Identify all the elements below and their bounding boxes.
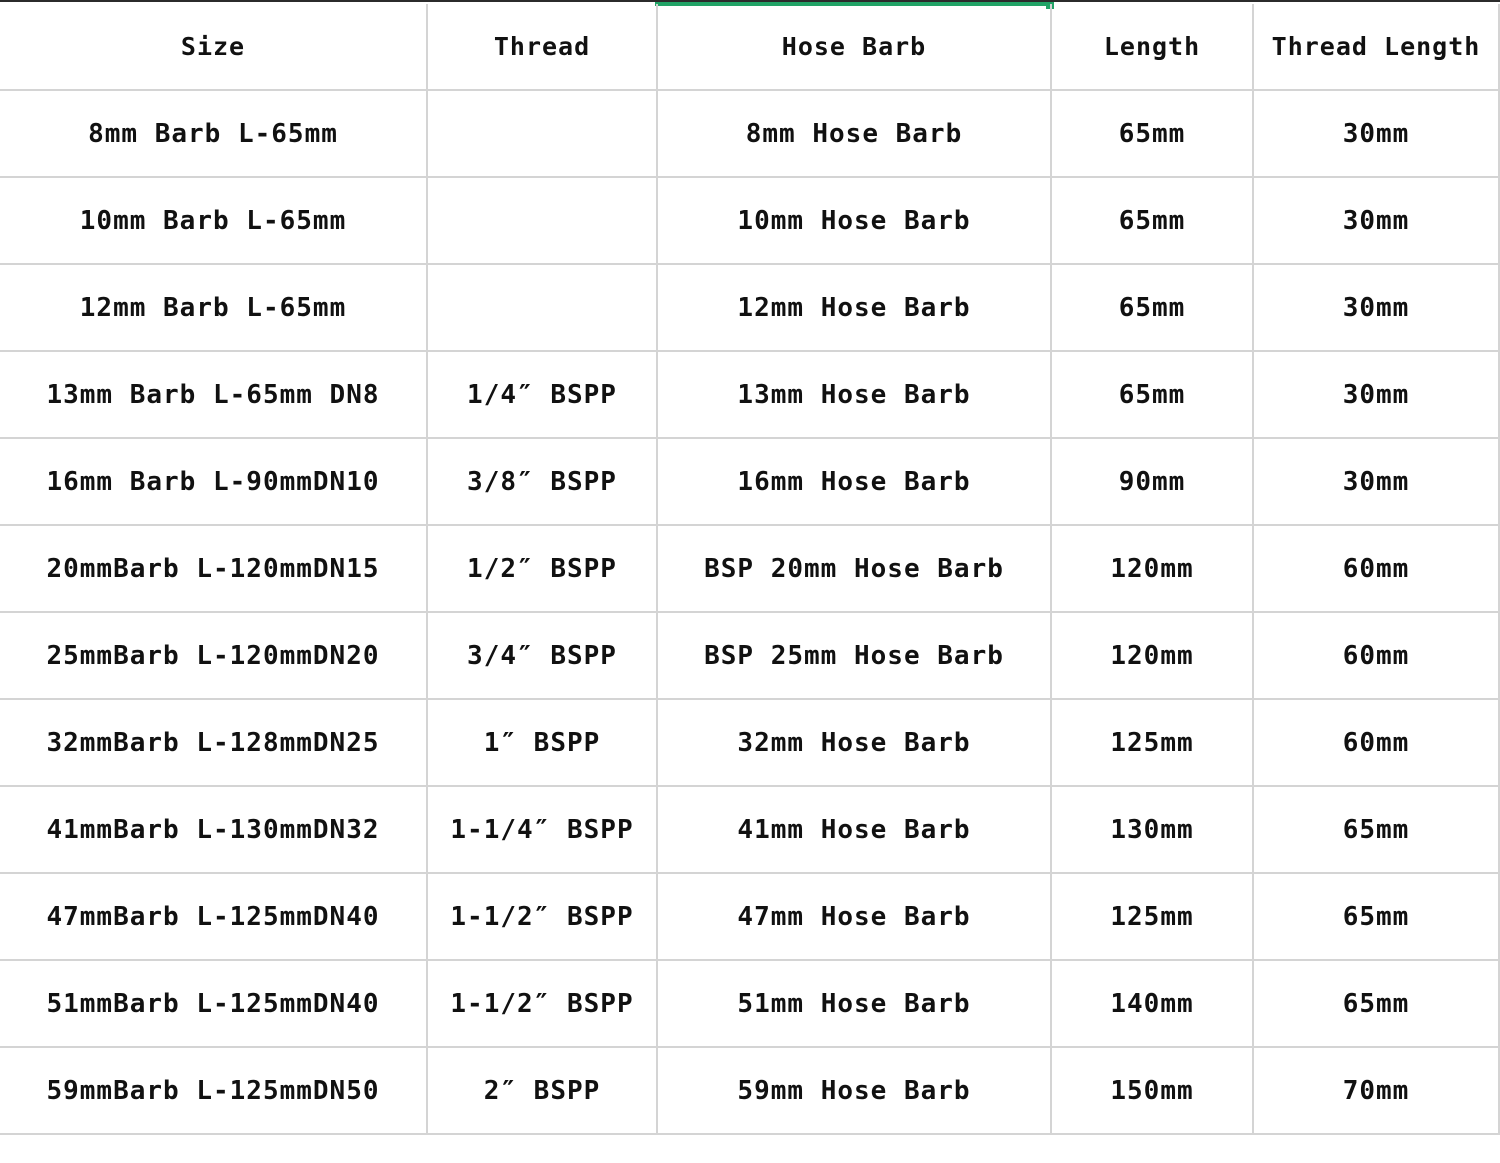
table-row (0, 90, 1499, 177)
cell-hose-barb[interactable]: 8mm Hose Barb (657, 90, 1051, 177)
cell-hose-barb[interactable]: BSP 25mm Hose Barb (657, 612, 1051, 699)
header-thread-length[interactable]: Thread Length (1253, 4, 1499, 90)
table-row (0, 786, 1499, 873)
cell-size[interactable]: 16mm Barb L-90mmDN10 (0, 438, 427, 525)
cell-length[interactable]: 125mm (1051, 699, 1253, 786)
table-row (0, 525, 1499, 612)
cell-thread[interactable]: 1″ BSPP (427, 699, 657, 786)
cell-length[interactable]: 65mm (1051, 177, 1253, 264)
cell-thread-length[interactable]: 65mm (1253, 960, 1499, 1047)
cell-hose-barb[interactable]: 51mm Hose Barb (657, 960, 1051, 1047)
cell-thread-length[interactable]: 65mm (1253, 873, 1499, 960)
cell-thread[interactable]: 3/8″ BSPP (427, 438, 657, 525)
cell-thread[interactable]: 2″ BSPP (427, 1047, 657, 1134)
header-thread[interactable]: Thread (427, 4, 657, 90)
cell-hose-barb[interactable]: 47mm Hose Barb (657, 873, 1051, 960)
cell-hose-barb[interactable]: BSP 20mm Hose Barb (657, 525, 1051, 612)
cell-thread[interactable]: 1-1/4″ BSPP (427, 786, 657, 873)
table-row (0, 177, 1499, 264)
cell-thread[interactable]: 1-1/2″ BSPP (427, 873, 657, 960)
table-row (0, 699, 1499, 786)
header-row (0, 4, 1499, 90)
cell-length[interactable]: 120mm (1051, 525, 1253, 612)
cell-thread-length[interactable]: 30mm (1253, 264, 1499, 351)
table-row (0, 1047, 1499, 1134)
table-row (0, 264, 1499, 351)
cell-length[interactable]: 65mm (1051, 90, 1253, 177)
cell-hose-barb[interactable]: 32mm Hose Barb (657, 699, 1051, 786)
cell-size[interactable]: 8mm Barb L-65mm (0, 90, 427, 177)
cell-thread-length[interactable]: 60mm (1253, 699, 1499, 786)
cell-size[interactable]: 20mmBarb L-120mmDN15 (0, 525, 427, 612)
cell-size[interactable]: 41mmBarb L-130mmDN32 (0, 786, 427, 873)
cell-thread[interactable] (427, 90, 657, 177)
table-row (0, 351, 1499, 438)
cell-length[interactable]: 125mm (1051, 873, 1253, 960)
cell-thread-length[interactable]: 60mm (1253, 612, 1499, 699)
cell-size[interactable]: 32mmBarb L-128mmDN25 (0, 699, 427, 786)
cell-size[interactable]: 10mm Barb L-65mm (0, 177, 427, 264)
table-row (0, 612, 1499, 699)
spec-table (0, 4, 1500, 1135)
cell-size[interactable]: 13mm Barb L-65mm DN8 (0, 351, 427, 438)
cell-thread[interactable]: 3/4″ BSPP (427, 612, 657, 699)
cell-length[interactable]: 65mm (1051, 351, 1253, 438)
cell-thread-length[interactable]: 60mm (1253, 525, 1499, 612)
header-hose-barb[interactable]: Hose Barb (657, 4, 1051, 90)
cell-thread-length[interactable]: 70mm (1253, 1047, 1499, 1134)
header-length[interactable]: Length (1051, 4, 1253, 90)
cell-hose-barb[interactable]: 12mm Hose Barb (657, 264, 1051, 351)
cell-thread-length[interactable]: 30mm (1253, 351, 1499, 438)
header-size[interactable]: Size (0, 4, 427, 90)
cell-length[interactable]: 120mm (1051, 612, 1253, 699)
cell-size[interactable]: 25mmBarb L-120mmDN20 (0, 612, 427, 699)
table-row (0, 873, 1499, 960)
cell-thread[interactable]: 1/2″ BSPP (427, 525, 657, 612)
cell-length[interactable]: 140mm (1051, 960, 1253, 1047)
cell-length[interactable]: 150mm (1051, 1047, 1253, 1134)
cell-thread-length[interactable]: 30mm (1253, 90, 1499, 177)
cell-size[interactable]: 12mm Barb L-65mm (0, 264, 427, 351)
cell-length[interactable]: 65mm (1051, 264, 1253, 351)
cell-thread[interactable] (427, 264, 657, 351)
cell-thread[interactable]: 1/4″ BSPP (427, 351, 657, 438)
table-row (0, 438, 1499, 525)
cell-hose-barb[interactable]: 16mm Hose Barb (657, 438, 1051, 525)
cell-hose-barb[interactable]: 10mm Hose Barb (657, 177, 1051, 264)
cell-size[interactable]: 59mmBarb L-125mmDN50 (0, 1047, 427, 1134)
cell-thread-length[interactable]: 30mm (1253, 438, 1499, 525)
cell-hose-barb[interactable]: 13mm Hose Barb (657, 351, 1051, 438)
cell-hose-barb[interactable]: 41mm Hose Barb (657, 786, 1051, 873)
cell-size[interactable]: 47mmBarb L-125mmDN40 (0, 873, 427, 960)
cell-length[interactable]: 90mm (1051, 438, 1253, 525)
cell-thread-length[interactable]: 65mm (1253, 786, 1499, 873)
table-row (0, 960, 1499, 1047)
cell-length[interactable]: 130mm (1051, 786, 1253, 873)
cell-hose-barb[interactable]: 59mm Hose Barb (657, 1047, 1051, 1134)
cell-thread[interactable] (427, 177, 657, 264)
cell-thread[interactable]: 1-1/2″ BSPP (427, 960, 657, 1047)
cell-size[interactable]: 51mmBarb L-125mmDN40 (0, 960, 427, 1047)
cell-thread-length[interactable]: 30mm (1253, 177, 1499, 264)
